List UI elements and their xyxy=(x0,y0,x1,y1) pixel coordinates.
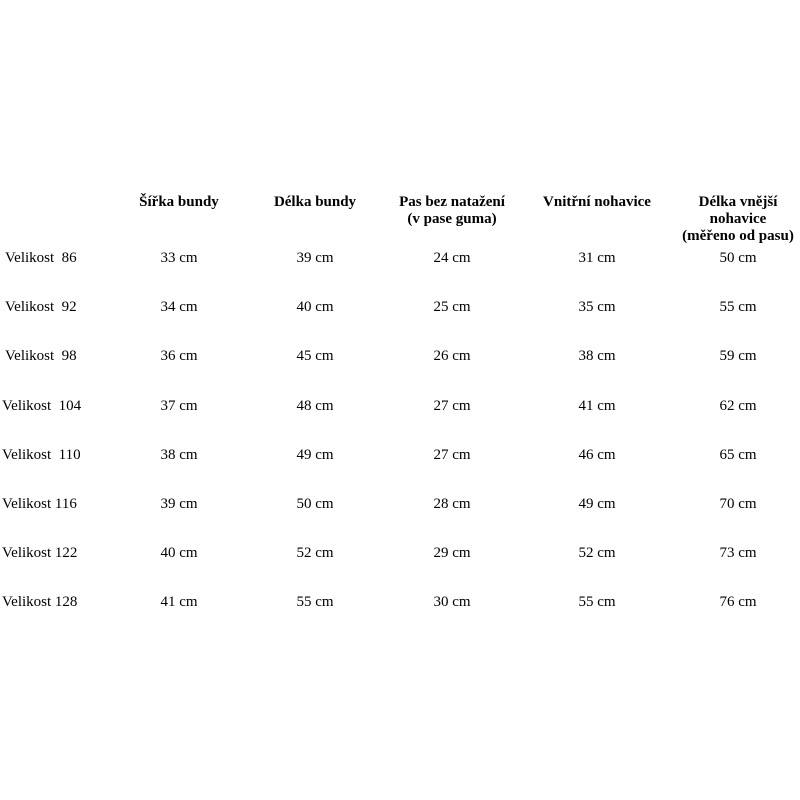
table-cell: 65 cm xyxy=(719,447,757,463)
column-header-line: Šířka bundy xyxy=(139,194,219,210)
table-cell: 34 cm xyxy=(160,299,198,315)
table-cell: 73 cm xyxy=(719,545,757,561)
column-header-line: Délka bundy xyxy=(273,194,357,210)
table-cell: 26 cm xyxy=(433,348,471,364)
table-cell: 27 cm xyxy=(433,447,471,463)
table-cell: 40 cm xyxy=(296,299,334,315)
table-cell: 41 cm xyxy=(578,398,616,414)
table-cell: 62 cm xyxy=(719,398,757,414)
table-cell: 52 cm xyxy=(578,545,616,561)
column-header-5 xyxy=(638,194,800,245)
table-cell: 59 cm xyxy=(719,348,757,364)
table-cell: 52 cm xyxy=(296,545,334,561)
column-header-line: Vnitřní nohavice xyxy=(543,194,651,210)
table-cell: 50 cm xyxy=(296,496,334,512)
table-cell: 76 cm xyxy=(719,594,757,610)
table-cell: 55 cm xyxy=(296,594,334,610)
row-label: Velikost 116 xyxy=(2,496,77,512)
table-cell: 31 cm xyxy=(578,250,616,266)
table-cell: 37 cm xyxy=(160,398,198,414)
table-cell: 35 cm xyxy=(578,299,616,315)
column-header-line: (měřeno od pasu) xyxy=(682,228,794,244)
table-cell: 27 cm xyxy=(433,398,471,414)
table-cell: 39 cm xyxy=(160,496,198,512)
table-cell: 41 cm xyxy=(160,594,198,610)
table-cell: 55 cm xyxy=(578,594,616,610)
table-cell: 39 cm xyxy=(296,250,334,266)
column-header-line: Pas bez natažení xyxy=(399,194,505,210)
column-header-line: (v pase guma) xyxy=(407,211,497,227)
table-cell: 45 cm xyxy=(296,348,334,364)
column-header-line: Délka vnější xyxy=(698,194,778,210)
row-label: Velikost 122 xyxy=(2,545,78,561)
table-cell: 49 cm xyxy=(578,496,616,512)
table-cell: 70 cm xyxy=(719,496,757,512)
table-cell: 48 cm xyxy=(296,398,334,414)
column-header-line: nohavice xyxy=(709,211,767,227)
table-cell: 25 cm xyxy=(433,299,471,315)
row-label: Velikost 104 xyxy=(2,398,82,414)
table-cell: 55 cm xyxy=(719,299,757,315)
table-cell: 38 cm xyxy=(160,447,198,463)
row-label: Velikost 92 xyxy=(5,299,77,315)
table-cell: 29 cm xyxy=(433,545,471,561)
table-cell: 30 cm xyxy=(433,594,471,610)
table-cell: 28 cm xyxy=(433,496,471,512)
row-label: Velikost 110 xyxy=(2,447,81,463)
table-cell: 50 cm xyxy=(719,250,757,266)
row-label: Velikost 86 xyxy=(5,250,77,266)
table-cell: 33 cm xyxy=(160,250,198,266)
table-cell: 40 cm xyxy=(160,545,198,561)
table-cell: 49 cm xyxy=(296,447,334,463)
table-cell: 36 cm xyxy=(160,348,198,364)
row-label: Velikost 128 xyxy=(2,594,78,610)
row-label: Velikost 98 xyxy=(5,348,77,364)
table-cell: 24 cm xyxy=(433,250,471,266)
table-cell: 46 cm xyxy=(578,447,616,463)
table-cell: 38 cm xyxy=(578,348,616,364)
